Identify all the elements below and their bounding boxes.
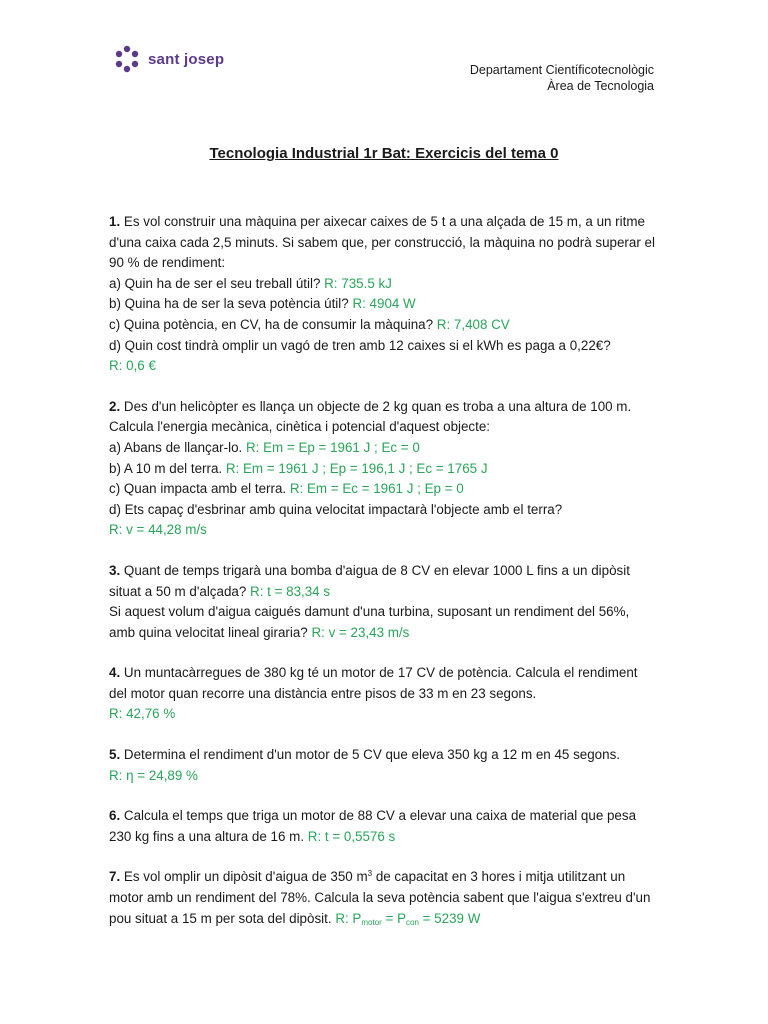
area-name: Àrea de Tecnologia (547, 79, 654, 93)
exercise-7 (109, 867, 657, 933)
exercise-number: 1. (109, 214, 121, 229)
answer-part: = 5239 W (418, 910, 481, 926)
answer-b: R: Em = 1961 J ; Ep = 196,1 J ; Ec = 1765 J (225, 460, 488, 476)
question-a: a) Quin ha de ser el seu treball útil? (109, 275, 321, 291)
question-a: a) Abans de llançar-lo. (109, 439, 243, 455)
answer-subscript-motor: motor (361, 917, 382, 927)
answer-2: R: v = 23,43 m/s (311, 624, 410, 640)
exercise-5 (109, 745, 657, 786)
logo-text: sant josep (148, 50, 225, 68)
exercise-intro: Es vol omplir un dipòsit d'aigua de 350 m (123, 869, 368, 885)
answer-a: R: Em = Ep = 1961 J ; Ec = 0 (245, 439, 420, 455)
department-header (470, 62, 654, 94)
answer (335, 911, 480, 926)
exercise-number: 7. (109, 869, 121, 885)
answer-subscript-con: con (406, 917, 419, 927)
department-name: Departament Científicotecnològic (469, 63, 654, 77)
answer-1: R: t = 83,34 s (250, 583, 331, 599)
exercise-intro: Determina el rendiment d'un motor de 5 CV que eleva 350 kg a 12 m en 45 segons. (123, 747, 620, 763)
exercise-number: 5. (109, 747, 121, 763)
answer: R: 42,76 % (109, 706, 176, 722)
question-c: c) Quina potència, en CV, ha de consumir la màquina? (109, 316, 434, 332)
question-d: d) Ets capaç d'esbrinar amb quina velocitat impactarà l'objecte amb el terra? (109, 501, 563, 517)
answer: R: t = 0,5576 s (307, 828, 396, 844)
exercise-intro: Un muntacàrregues de 380 kg té un motor de 17 CV de potència. Calcula el rendiment del motor quan recorre una distància entre pisos de 33 m en 23 segons. (109, 665, 638, 701)
answer-c: R: 7,408 CV (436, 316, 510, 332)
exercise-1 (109, 212, 657, 377)
exercise-2 (109, 397, 657, 541)
answer-c: R: Em = Ec = 1961 J ; Ep = 0 (289, 481, 464, 497)
exercise-intro: Quant de temps trigarà una bomba d'aigua de 8 CV en elevar 1000 L fins a un dipòsit situat a 50 m d'alçada? (109, 562, 630, 599)
exercise-number: 6. (109, 808, 121, 824)
exercise-list (109, 212, 657, 953)
exercise-continuation: Si aquest volum d'aigua caigués damunt d'una turbina, suposant un rendiment del 56%, amb quina velocitat lineal giraria? (109, 604, 630, 640)
answer-part: R: P (335, 910, 362, 926)
question-b: b) Quina ha de ser la seva potència útil? (109, 296, 349, 312)
answer-d: R: v = 44,28 m/s (109, 522, 207, 538)
exercise-4 (109, 663, 657, 725)
question-d: d) Quin cost tindrà omplir un vagó de tren amb 12 caixes si el kWh es paga a 0,22€? (109, 337, 611, 353)
exercise-number: 2. (109, 398, 121, 414)
exercise-intro: Calcula el temps que triga un motor de 88 CV a elevar una caixa de material que pesa 230 kg fins a una altura de 16 m. (109, 808, 637, 844)
dots-logo-icon (112, 44, 142, 74)
answer-d: R: 0,6 € (109, 358, 156, 374)
exercise-6 (109, 806, 657, 847)
answer-b: R: 4904 W (352, 296, 416, 312)
exercise-intro: Des d'un helicòpter es llança un objecte de 2 kg quan es troba a una altura de 100 m. Calcula l'energia mecànica, cinètica i potencial d'aquest objecte: (109, 398, 632, 435)
answer-a: R: 735.5 kJ (324, 275, 392, 291)
exercise-number: 4. (109, 665, 121, 681)
cubic-superscript: 3 (367, 869, 373, 879)
exercise-intro-continued: de capacitat en 3 hores i mitja utilitzant un motor amb un rendiment del 78%. Calcula la seva potència sabent que l'aigua s'extreu d'un pou situat a 15 m per sota del dipòsit. (109, 869, 651, 926)
answer: R: η = 24,89 % (109, 767, 198, 783)
question-c: c) Quan impacta amb el terra. (109, 481, 287, 497)
answer-part: = P (381, 910, 407, 926)
page-title: Tecnologia Industrial 1r Bat: Exercicis del tema 0 (209, 145, 559, 162)
exercise-number: 3. (109, 562, 121, 578)
exercise-3 (109, 561, 657, 643)
question-b: b) A 10 m del terra. (109, 460, 223, 476)
school-logo (112, 44, 224, 74)
exercise-intro: Es vol construir una màquina per aixecar caixes de 5 t a una alçada de 15 m, a un ritme d'una caixa cada 2,5 minuts. Si sabem que, per construcció, la màquina no podrà superar el 90 % de rendiment: (109, 214, 655, 271)
